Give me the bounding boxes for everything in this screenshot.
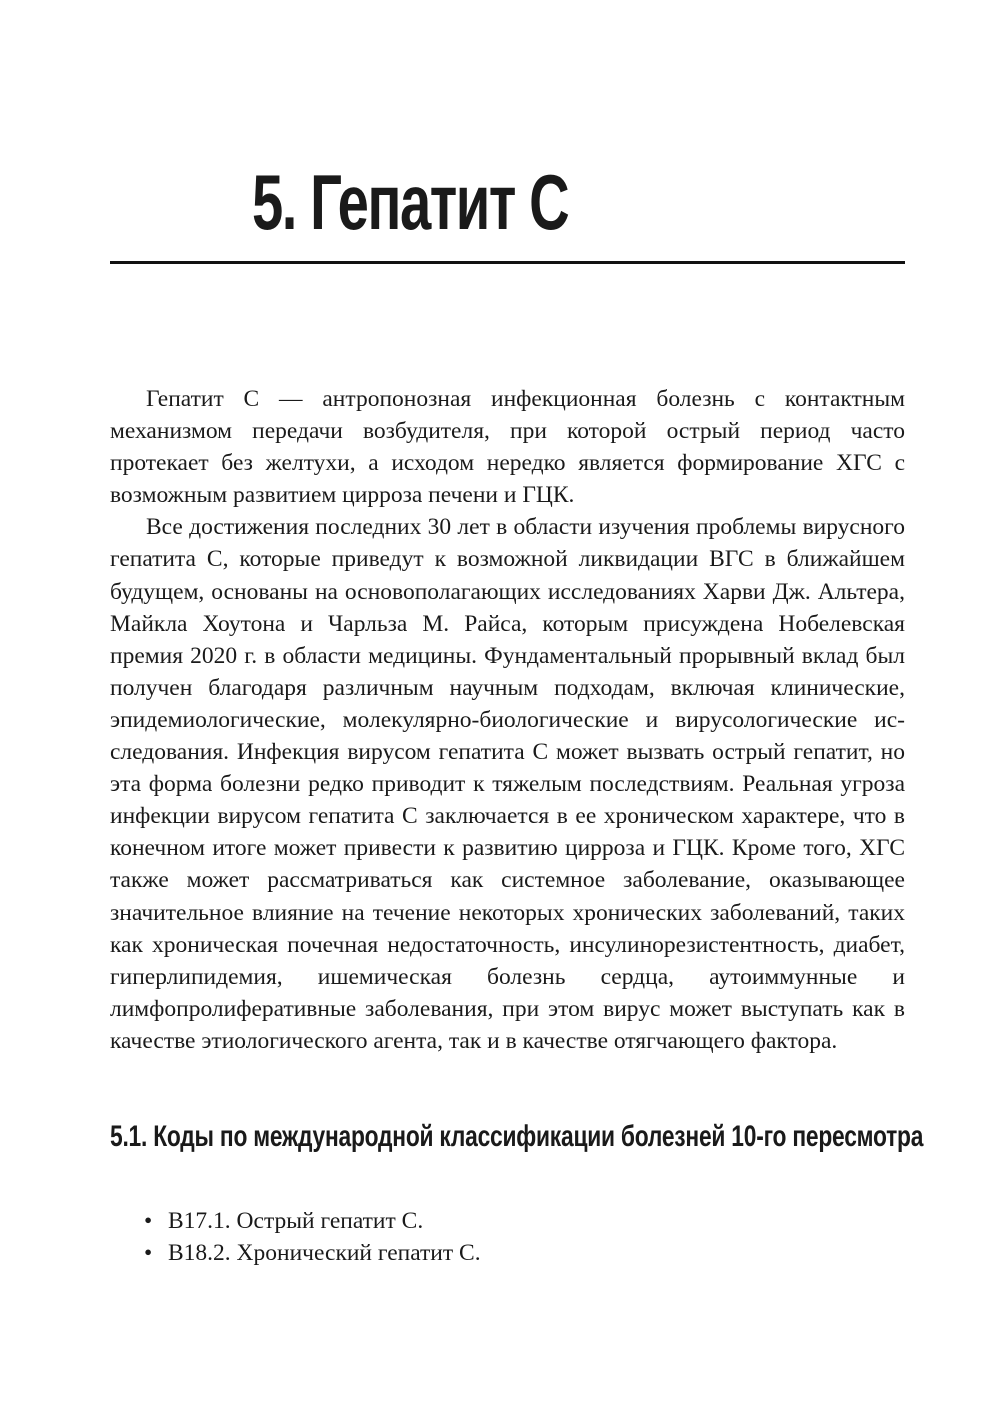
paragraph-definition: Гепатит С — антропонозная инфекционная болезнь с контактным механизмом передачи возбудителя, при которой острый период часто протекает без желтухи, а исходом нередко является формирование ХГС с возможным развитием цирроза печени и ГЦК. xyxy=(110,386,905,509)
list-item xyxy=(110,1237,481,1269)
chapter-body xyxy=(110,383,905,1057)
section-heading: 5.1. Коды по международной классификации болезней 10-го пересмотра xyxy=(110,1120,924,1153)
icd-code-list xyxy=(110,1205,481,1269)
icd-code-item: B17.1. Острый гепатит С. xyxy=(168,1208,424,1234)
paragraph-research: Все достижения последних 30 лет в области изучения проблемы вирусного гепатита С, которые приведут к возможной ликвидации ВГС в ближайшем будущем, основаны на основополагающих исследованиях Харви Дж. Альтера, Майкла Хоутона и Чарльза М. Райса, которым присуждена Нобелевская премия 2020 г. в области медицины. Фундаментальный прорывный вклад был получен благодаря различным научным подходам, включая клинические, эпидемиологические, молекулярно-биологические и вирусологические исследования. Инфекция вирусом гепатита С может вызвать острый гепатит, но эта форма болезни редко приводит к тяжелым последствиям. Реальная угроза инфекции вирусом гепатита С заключается в ее хроническом характере, что в конечном итоге может привести к развитию цирроза и ГЦК. Кроме того, ХГС также может рассматриваться как системное заболевание, оказывающее значительное влияние на течение некоторых хронических заболеваний, таких как хроническая почечная недостаточность, инсулинорезистентность, диабет, гиперлипидемия, ишемическая болезнь сердца, аутоиммунные и лимфопролиферативные заболевания, при этом вирус может выступать как в качестве этиологического агента, так и в качестве отягчающего фактора. xyxy=(110,514,905,1054)
title-divider xyxy=(110,261,905,264)
bullet-icon: • xyxy=(144,1240,153,1266)
icd-code-item: B18.2. Хронический гепатит С. xyxy=(168,1240,481,1266)
list-item xyxy=(110,1205,481,1237)
chapter-title: 5. Гепатит С xyxy=(252,158,569,246)
bullet-icon: • xyxy=(144,1208,153,1234)
